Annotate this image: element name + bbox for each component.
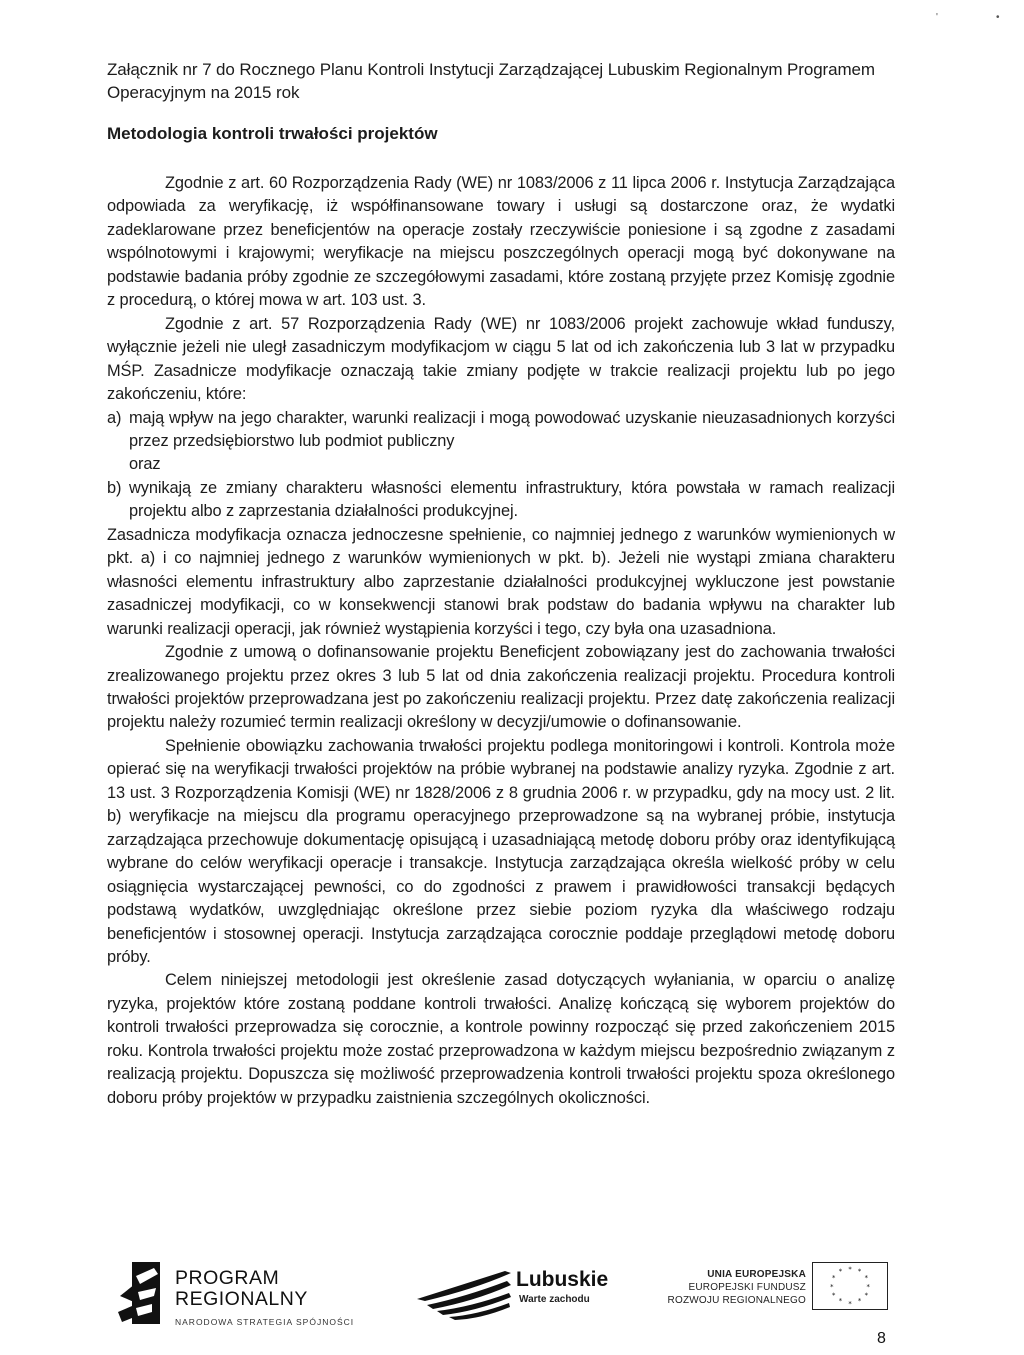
list-item-a (107, 407, 895, 454)
list-item-b (107, 477, 895, 524)
list-text-a: mają wpływ na jego charakter, warunki realizacji i mogą powodować uzyskanie nieuzasadnionych korzyści przez przedsiębiorstwo lub podmiot publiczny (129, 408, 895, 450)
svg-text:*: * (838, 1267, 843, 1276)
eu-line-1: UNIA EUROPEJSKA (707, 1269, 806, 1280)
svg-text:*: * (866, 1282, 870, 1291)
svg-text:*: * (848, 1265, 852, 1274)
scan-mark: • (996, 12, 1000, 23)
svg-text:*: * (832, 1291, 836, 1300)
paragraph-3: Zasadnicza modyfikacja oznacza jednoczesne spełnienie, co najmniej jednego z warunków wymienionych w pkt. a) i co najmniej jednego z warunków wymienionych w pkt. b). Jeżeli nie wystąpi zmiana charakteru własności elementu infrastruktury albo zaprzestanie działalności produkcyjnej wykluczone jest powstanie zasadniczej modyfikacji, co w konsekwencji stanowi brak podstaw do badania wpływu na charakter lub warunki realizacji operacji, jak również wystąpienia korzyści i tego, czy była ona uzasadniona. (107, 525, 895, 638)
svg-text:*: * (830, 1282, 834, 1291)
eu-line-2: EUROPEJSKI FUNDUSZ (688, 1282, 806, 1293)
list-conjunction: oraz (129, 455, 161, 474)
program-regionalny-text (175, 1268, 308, 1310)
paragraph-1: Zgodnie z art. 60 Rozporządzenia Rady (WE) nr 1083/2006 z 11 lipca 2006 r. Instytucja Zarządzająca odpowiada za weryfikację, iż współfinansowane towary i usługi są dostarczone oraz, że wydatki zadeklarowane przez beneficjentów na operacje zostały rzeczywiście poniesione i są zgodne z zasadami wspólnotowymi i krajowymi; weryfikacje na miejscu poszczególnych operacji mogą być dokonywane na podstawie badania próby zgodnie ze szczegółowymi zasadami, które zostaną przyjęte przez Komisję zgodnie z procedurą, o której mowa w art. 103 ust. 3. (107, 174, 895, 310)
svg-text:*: * (857, 1267, 862, 1276)
eu-line-3: ROZWOJU REGIONALNEGO (667, 1295, 806, 1306)
document-header (107, 58, 907, 104)
svg-text:*: * (848, 1300, 852, 1309)
paragraph-4: Zgodnie z umową o dofinansowanie projektu Beneficjent zobowiązany jest do zachowania trwałości zrealizowanego projektu przez okres 3 lub 5 lat od dnia zakończenia realizacji projektu. Procedura kontroli trwałości projektów przeprowadzana jest po zakończeniu realizacji projektu. Przez datę zakończenia realizacji projektu należy rozumieć termin realizacji określony w decyzji/umowie o dofinansowanie. (107, 643, 895, 732)
svg-text:*: * (838, 1297, 843, 1306)
lubuskie-wordmark: Lubuskie (516, 1268, 609, 1291)
program-line-1: PROGRAM (175, 1267, 280, 1289)
header-line-1: Załącznik nr 7 do Rocznego Planu Kontroli Instytucji Zarządzającej Lubuskim Regionalnym Programem (107, 60, 875, 79)
paragraph-5: Spełnienie obowiązku zachowania trwałości projektu podlega monitoringowi i kontroli. Kontrola może opierać się na weryfikacji trwałości projektów na próbie wybranej na podstawie analizy ryzyka. Zgodnie z art. 13 ust. 3 Rozporządzenia Komisji (WE) nr 1828/2006 z 8 grudnia 2006 r. w przypadku, gdy na mocy ust. 2 lit. b) weryfikacje na miejscu dla programu operacyjnego przeprowadzone są na wybranej próbie, instytucja zarządzająca przechowuje dokumentację opisującą i uzasadniającą metodę doboru próby oraz identyfikującą wybrane do celów weryfikacji operacje i transakcje. Instytucja zarządzająca określa wielkość próby w celu osiągnięcia wystarczającej pewności, co do zgodności z prawem i prawidłowości transakcji będących podstawą wydatków, uwzględniając określone przez siebie poziom ryzyka dla właściwego rodzaju beneficjentów i stosownej operacji. Instytucja zarządzająca corocznie poddaje przeglądowi metodę doboru próby. (107, 736, 895, 966)
lubuskie-wing-icon (415, 1265, 515, 1325)
list-label-a: a) (107, 408, 122, 427)
eu-flag-icon (812, 1262, 888, 1310)
program-regionalny-logo-icon (118, 1262, 162, 1324)
document-title: Metodologia kontroli trwałości projektów (107, 124, 438, 143)
page-number: 8 (877, 1330, 886, 1347)
footer-logos (0, 1250, 1024, 1350)
program-subtitle: NARODOWA STRATEGIA SPÓJNOŚCI (175, 1317, 355, 1327)
list-label-b: b) (107, 478, 122, 497)
paragraph-6: Celem niniejszej metodologii jest określenie zasad dotyczących wyłaniania, w oparciu o analizę ryzyka, projektów które zostaną poddane kontroli trwałości. Analizę kończącą się wyborem projektów do kontroli trwałości przeprowadza się corocznie, a kontrole powinny rozpocząć się przed zakończeniem 2015 roku. Kontrola trwałości projektu może zostać przeprowadzona w każdym miejscu bezpośrednio związanym z realizacją projektu. Dopuszcza się możliwość przeprowadzenia kontroli trwałości projektu spoza określonego doboru próby projektów w przypadku zaistnienia szczególnych okoliczności. (107, 971, 895, 1107)
header-line-2: Operacyjnym na 2015 rok (107, 83, 300, 102)
program-line-2: REGIONALNY (175, 1288, 308, 1310)
scan-mark: ' (936, 12, 938, 23)
list-text-b: wynikają ze zmiany charakteru własności elementu infrastruktury, która powstała w ramach realizacji projektu albo z zaprzestania działalności produkcyjnej. (129, 478, 895, 521)
lubuskie-tagline: Warte zachodu (519, 1294, 590, 1305)
eu-fund-text (640, 1268, 806, 1307)
paragraph-2: Zgodnie z art. 57 Rozporządzenia Rady (WE) nr 1083/2006 projekt zachowuje wkład funduszy, wyłącznie jeżeli nie uległ zasadniczym modyfikacjom w ciągu 5 lat od ich zakończenia lub 3 lat w przypadku MŚP. Zasadnicze modyfikacje oznaczają takie zmiany podjęte w trakcie realizacji projektu lub po jego zakończeniu, które: (107, 314, 895, 404)
document-body (107, 172, 895, 1110)
svg-text:*: * (857, 1297, 862, 1306)
svg-text:*: * (832, 1274, 836, 1283)
svg-text:*: * (864, 1274, 868, 1283)
svg-text:*: * (864, 1291, 868, 1300)
